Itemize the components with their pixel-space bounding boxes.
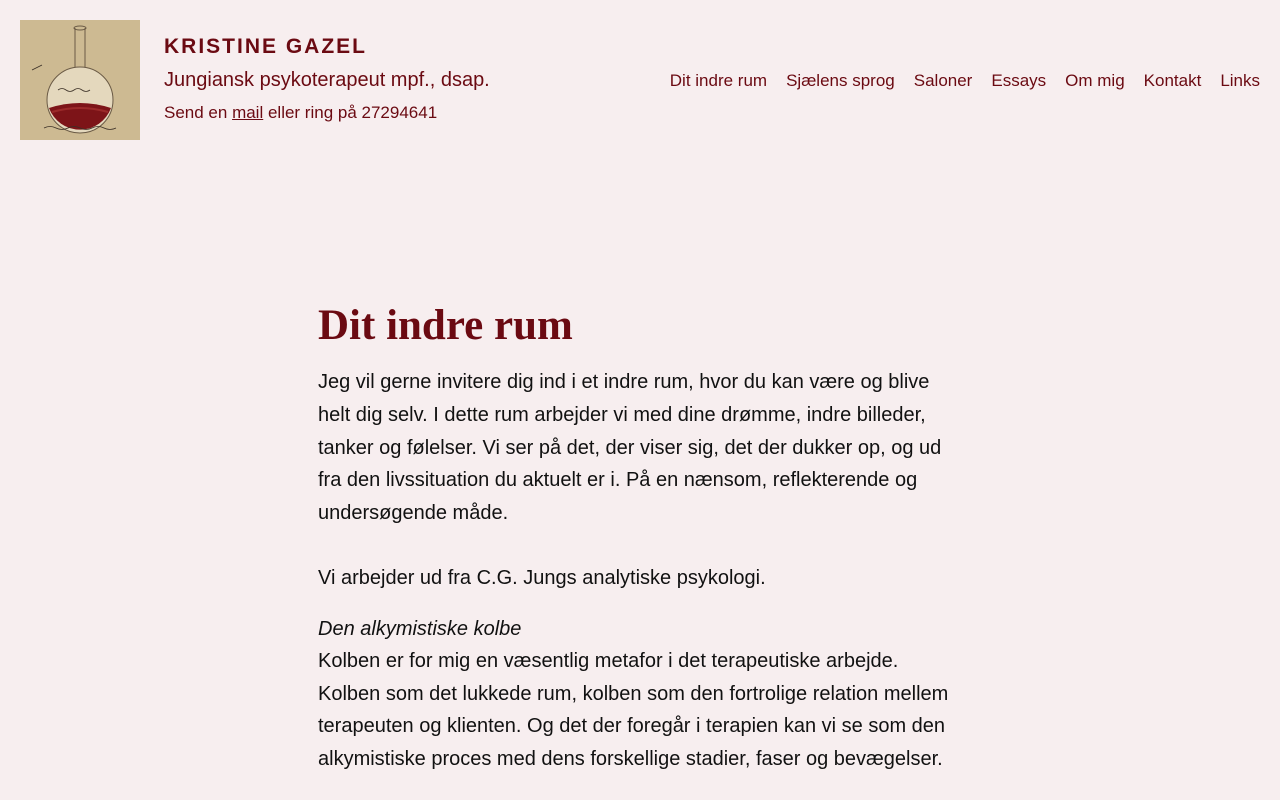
site-header: [0, 0, 1280, 160]
nav-item-kontakt[interactable]: Kontakt: [1143, 71, 1202, 90]
nav-item-essays[interactable]: Essays: [991, 71, 1047, 90]
nav-item-om-mig[interactable]: Om mig: [1065, 71, 1125, 90]
nav-item-dit-indre-rum[interactable]: Dit indre rum: [669, 71, 768, 90]
site-contact: [164, 101, 437, 125]
jung-paragraph: Vi arbejder ud fra C.G. Jungs analytiske psykologi.: [318, 566, 766, 589]
nav-item-saloner[interactable]: Saloner: [913, 71, 973, 90]
site-description: Jungiansk psykoterapeut mpf., dsap.: [164, 69, 490, 91]
site-title[interactable]: KRISTINE GAZEL: [164, 35, 368, 58]
contact-prefix: Send en: [164, 103, 233, 122]
nav-item-sjaelens-sprog[interactable]: Sjælens sprog: [786, 71, 895, 90]
contact-suffix: eller ring på 27294641: [263, 103, 438, 122]
page-title: Dit indre rum: [318, 302, 573, 349]
site-logo[interactable]: [20, 20, 140, 140]
flask-logo-icon: [20, 20, 140, 140]
main-content: [318, 296, 968, 776]
mail-link[interactable]: mail: [232, 103, 264, 122]
intro-paragraph: Jeg vil gerne invitere dig ind i et indre rum, hvor du kan være og blive helt dig selv. I dette rum arbejder vi med dine drømme, indre billeder, tanker og følelser. Vi ser på det, der viser sig, det der dukker op, og ud fra den livssituation du aktuelt er i. På en nænsom, reflekterende og undersøgende måde.: [318, 371, 942, 525]
flask-caption: Den alkymistiske kolbe: [318, 617, 522, 640]
nav-item-links[interactable]: Links: [1220, 71, 1260, 90]
flask-paragraph: Kolben er for mig en væsentlig metafor i det terapeutiske arbejde. Kolben som det lukkede rum, kolben som den fortrolige relation mellem terapeuten og klienten. Og det der foregår i terapien kan vi se som den alkymistiske proces med dens forskellige stadier, faser og bevægelser.: [318, 649, 949, 771]
main-nav: [670, 68, 1260, 94]
